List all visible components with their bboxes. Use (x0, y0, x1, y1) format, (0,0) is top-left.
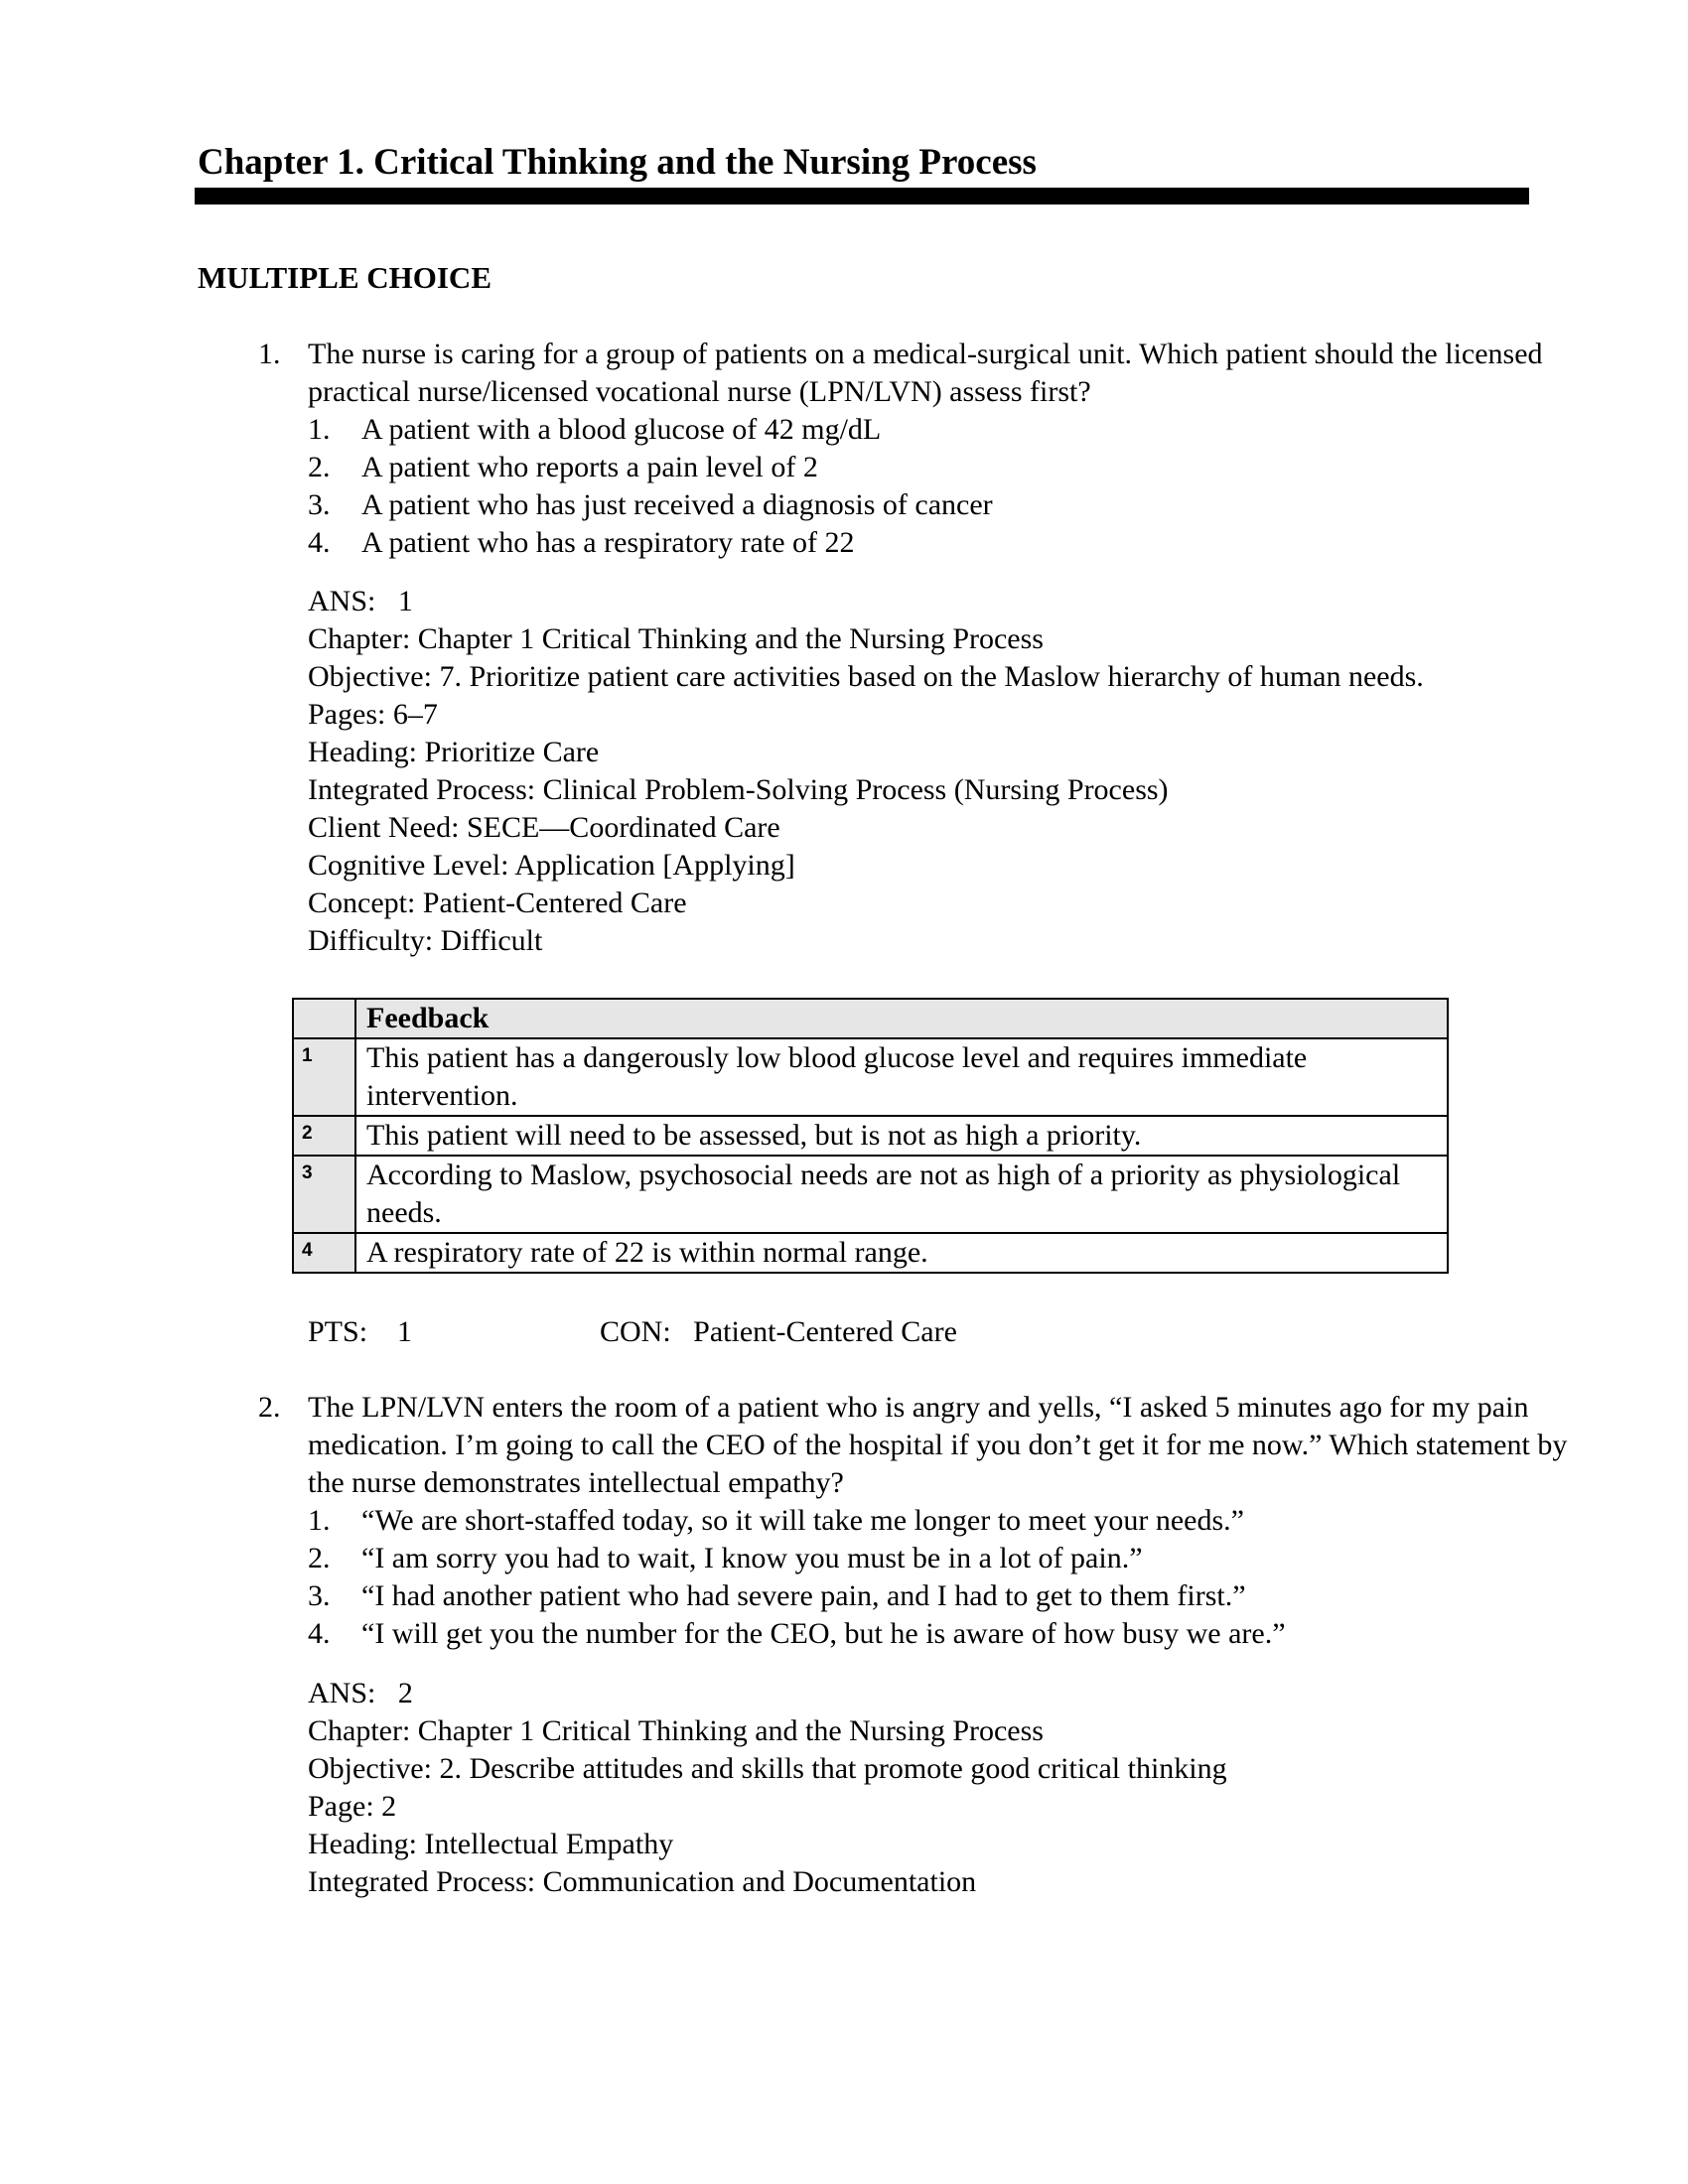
feedback-header: Feedback (355, 999, 1448, 1038)
feedback-number: 3 (293, 1156, 355, 1233)
option-number: 1. (308, 1504, 331, 1537)
option (308, 1577, 1569, 1615)
question-number: 1. (258, 338, 281, 370)
answer: ANS: 2 (308, 1677, 413, 1709)
option-number: 1. (308, 413, 331, 446)
feedback-row (293, 1038, 1448, 1116)
feedback-text: A respiratory rate of 22 is within normal range. (355, 1233, 1448, 1273)
document-body (198, 336, 1588, 1901)
option (308, 524, 1569, 562)
option (308, 1540, 1569, 1577)
meta-heading: Heading: Intellectual Empathy (308, 1828, 674, 1860)
question-number: 2. (258, 1391, 281, 1424)
feedback-number: 4 (293, 1233, 355, 1273)
feedback-row (293, 1156, 1448, 1233)
option (308, 411, 1569, 449)
option-text: “We are short-staffed today, so it will take me longer to meet your needs.” (361, 1504, 1244, 1537)
feedback-row (293, 1233, 1448, 1273)
option (308, 1502, 1569, 1540)
question-stem: The LPN/LVN enters the room of a patient who is angry and yells, “I asked 5 minutes ago for my pain medication. I’m going to call the CEO of the hospital if you don’t get it for me now.” Which statement by the nurse demonstrates intellectual empathy? (308, 1391, 1568, 1499)
answer-metadata-1 (308, 583, 1465, 960)
option-text: A patient with a blood glucose of 42 mg/dL (361, 413, 882, 446)
option (308, 486, 1569, 524)
question-stem: The nurse is caring for a group of patients on a medical-surgical unit. Which patient should the licensed practical nurse/licensed vocational nurse (LPN/LVN) assess first? (308, 338, 1543, 408)
option-number: 3. (308, 488, 331, 521)
feedback-number: 1 (293, 1038, 355, 1116)
option (308, 1615, 1569, 1653)
meta-cognitive-level: Cognitive Level: Application [Applying] (308, 849, 795, 882)
option-text: “I will get you the number for the CEO, but he is aware of how busy we are.” (361, 1617, 1286, 1650)
meta-integrated-process: Integrated Process: Communication and Documentation (308, 1865, 977, 1898)
feedback-text: According to Maslow, psychosocial needs are not as high of a priority as physiological needs. (355, 1156, 1448, 1233)
question-1 (198, 336, 1588, 562)
concept: CON: Patient-Centered Care (600, 1315, 957, 1348)
option-text: A patient who has a respiratory rate of 22 (361, 526, 855, 559)
meta-page: Page: 2 (308, 1790, 397, 1823)
option-number: 3. (308, 1579, 331, 1612)
meta-objective: Objective: 2. Describe attitudes and skills that promote good critical thinking (308, 1752, 1227, 1785)
option-text: “I had another patient who had severe pain, and I had to get to them first.” (361, 1579, 1246, 1612)
option-number: 4. (308, 526, 331, 559)
option-text: A patient who has just received a diagnosis of cancer (361, 488, 993, 521)
meta-chapter: Chapter: Chapter 1 Critical Thinking and the Nursing Process (308, 622, 1044, 655)
feedback-corner-cell (293, 999, 355, 1038)
meta-difficulty: Difficulty: Difficult (308, 924, 543, 957)
title-rule (195, 188, 1529, 205)
meta-chapter: Chapter: Chapter 1 Critical Thinking and the Nursing Process (308, 1714, 1044, 1747)
option-text: A patient who reports a pain level of 2 (361, 451, 818, 483)
meta-pages: Pages: 6–7 (308, 698, 438, 731)
option-text: “I am sorry you had to wait, I know you must be in a lot of pain.” (361, 1542, 1143, 1574)
meta-heading: Heading: Prioritize Care (308, 736, 600, 768)
answer-metadata-2 (308, 1675, 1465, 1901)
chapter-title: Chapter 1. Critical Thinking and the Nursing Process (198, 142, 1037, 183)
option-number: 2. (308, 451, 331, 483)
feedback-text: This patient has a dangerously low blood glucose level and requires immediate intervention. (355, 1038, 1448, 1116)
feedback-text: This patient will need to be assessed, but is not as high a priority. (355, 1116, 1448, 1156)
answer: ANS: 1 (308, 585, 413, 617)
points: PTS: 1 (308, 1315, 413, 1348)
points-line (308, 1313, 1588, 1351)
feedback-row (293, 1116, 1448, 1156)
meta-integrated-process: Integrated Process: Clinical Problem-Solving Process (Nursing Process) (308, 773, 1169, 806)
feedback-header-row (293, 999, 1448, 1038)
meta-client-need: Client Need: SECE—Coordinated Care (308, 811, 780, 844)
option-number: 4. (308, 1617, 331, 1650)
feedback-number: 2 (293, 1116, 355, 1156)
question-2 (198, 1389, 1588, 1653)
option-number: 2. (308, 1542, 331, 1574)
feedback-table (292, 998, 1449, 1274)
option (308, 449, 1569, 486)
section-heading: MULTIPLE CHOICE (198, 260, 492, 295)
meta-concept: Concept: Patient-Centered Care (308, 887, 687, 919)
meta-objective: Objective: 7. Prioritize patient care activities based on the Maslow hierarchy of human needs. (308, 660, 1424, 693)
